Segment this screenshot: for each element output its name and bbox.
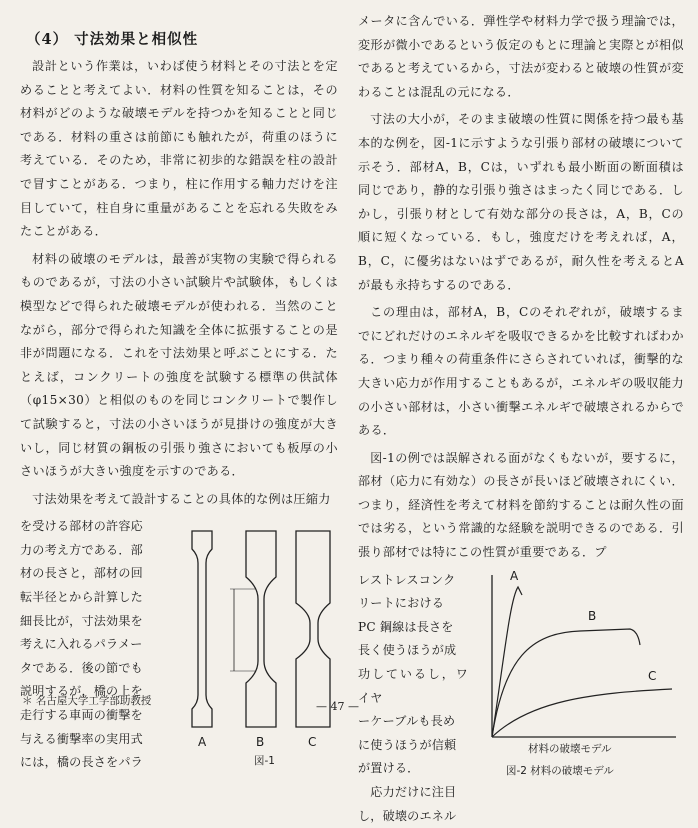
figure-1 — [170, 527, 346, 768]
text-line: し，破壊のエネル — [358, 808, 457, 823]
specimen-c — [296, 531, 330, 727]
paragraph: 図-1の例では誤解される面がなくもないが，要するに，部材（応力に有効な）の長さが長いほど破壊されにくい．つまり，経済性を考えて材料を節約することは耐久性の面では劣る，という常識的な経験を説明できるのである．引張り部材では特にこの性質が重要である．プ — [358, 450, 684, 560]
paragraph: 設計という作業は，いわば使う材料とその寸法とを定めることと考えてよい．材料の性質を知ることは，その材料がどのような破壊モデルを持つかを知ることと同じである．材料の重さは前節にも触れたが，荷重のほうに考えている．そのため，非常に初歩的な錯誤を柱の設計で冒すことがある．つまり，柱に作用する軸力だけを注目していて，柱自身に重量があることを忘れる失敗をみたことがある． — [20, 59, 338, 239]
figure-label-b: B — [256, 735, 265, 750]
text-line: 長く使うほうが成 — [358, 643, 457, 658]
figure-2-block — [358, 568, 684, 823]
axis-label: 材料の破壊モデル — [528, 742, 612, 755]
fracture-model-graph — [470, 569, 684, 759]
text-line: に使うほうが信頼 — [358, 737, 457, 752]
section-heading: （4） 寸法効果と相似性 — [26, 31, 199, 48]
paragraph: 材料の破壊のモデルは，最善が実物の実験で得られるものであるが，寸法の小さい試験片や試験体，もしくは模型などで得られた破壊モデルが使われる．当然のことながら，部分で得られた知識を全体に拡張することの是非が問題になる．これを寸法効果と呼ぶことにする．たとえば，コンクリートの強度を試験する標準の供試体（φ15×30）と相似のものを同じコンクリートで製作して試験すると，寸法の小さいほうが見掛けの強度が大きいし，同じ材質の鋼板の引張り強さにおいても板厚の小さいほうが大きい強度を示すのである． — [20, 251, 338, 479]
page-number: — 47 — — [316, 700, 359, 713]
footnote: ＊ 名古屋大学工学部助教授 — [22, 695, 152, 707]
figure-caption: 図-1 — [254, 755, 275, 768]
text-line: 応力だけに注目 — [358, 785, 457, 799]
text-line: 力の考え方である．部 — [20, 542, 143, 557]
wrapped-text — [20, 515, 156, 775]
text-line: 与える衝撃率の実用式 — [20, 731, 143, 746]
text-line: が置ける． — [358, 761, 420, 776]
text-line: 考えに入れるパラメー — [20, 637, 143, 652]
specimen-a — [192, 531, 212, 727]
right-column — [358, 10, 684, 823]
text-line: 細長比が，寸法効果を — [20, 613, 143, 628]
wrapped-text — [358, 569, 468, 828]
figure-caption: 図-2 材料の破壊モデル — [506, 764, 614, 777]
left-column — [20, 28, 338, 775]
text-line: PC 鋼線は長さを — [358, 619, 454, 634]
text-line: には，橋の長さをパラ — [20, 755, 143, 770]
text-line: タである．後の節でも — [20, 660, 143, 675]
text-line: 走行する車両の衝撃を — [20, 708, 143, 723]
paragraph: この理由は，部材A，B，Cのそれぞれが，破壊するまでにどれだけのエネルギを吸収できるかを比較すればわかる．つまり種々の荷重条件にさらされていれば，衝撃的な大きい応力が作用することもあるが，エネルギの吸収能力の小さい部材は，小さい衝撃エネルギで破壊されるからである． — [358, 305, 684, 438]
text-line: 功しているし，ワイヤ — [358, 667, 468, 705]
curve-c — [492, 689, 672, 737]
paragraph: メータに含んでいる．弾性学や材料力学で扱う理論では，変形が微小であるという仮定のもとに理論と実際とが相似であると考えているから，寸法が変わると破壊の性質が変わることは混乱の元になる． — [358, 14, 684, 99]
text-line: を受ける部材の許容応 — [20, 519, 143, 534]
text-line: レストレスコンク — [358, 572, 456, 587]
figure-1-block — [20, 515, 338, 775]
curve-label-a: A — [510, 568, 519, 583]
text-line: リートにおける — [358, 596, 445, 611]
figure-label-a: A — [198, 735, 207, 750]
figure-label-c: C — [308, 735, 317, 750]
text-line: 転半径とから計算した — [20, 590, 143, 605]
paragraph: 寸法効果を考えて設計することの具体的な例は圧縮力 — [32, 491, 331, 506]
text-line: 説明するが，橋の上を — [20, 684, 143, 699]
curve-label-c: C — [648, 668, 657, 683]
curve-label-b: B — [588, 608, 597, 623]
text-line: 材の長さと，部材の回 — [20, 566, 143, 581]
figure-2 — [470, 569, 684, 789]
text-line: ーケーブルも長め — [358, 714, 456, 729]
paragraph: 寸法の大小が，そのまま破壊の性質に関係を持つ最も基本的な例を，図-1に示すような引張り部材の破壊について示そう．部材A，B，Cは，いずれも最小断面の断面積は同じであり，静的な引張り強さはまったく同じである．しかし，引張り材として有効な部分の長さは，A，B，Cの順に短くなっている．もし，強度だけを考えれば，A，B，C，に優劣はないはずであるが，耐久性を考えるとAが最も永持ちするのである． — [358, 112, 684, 292]
specimen-b — [246, 531, 276, 727]
